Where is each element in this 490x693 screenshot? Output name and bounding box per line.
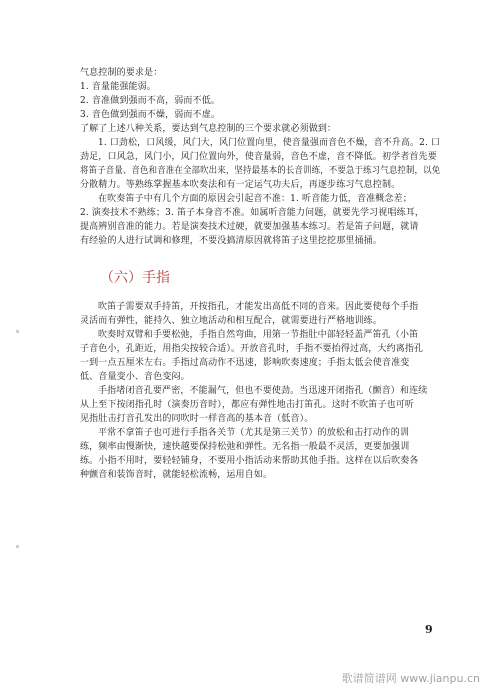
page-number: 9 (425, 623, 433, 636)
text-line: 2. 音准做到强而不高，弱而不低。 (80, 96, 220, 106)
text-line: 在吹奏笛子中有几个方面的原因会引起音不准：1. 听音能力低，音准概念差； (98, 194, 412, 204)
text-line: 吹奏时双臂和手要松弛，手指自然弯曲，用第一节指肚中部轻轻盖严笛孔（小笛 (98, 330, 419, 340)
breath-control-section (80, 66, 440, 248)
fingers-section (80, 300, 440, 482)
text-line: 灵活而有弹性，能持久、独立地活动和相互配合，就需要进行严格地训练。 (80, 316, 382, 326)
text-line: 1. 口劲松，口风缓，风门大，风门位置向里，使音量强而音色不燥，音不升高。2. 口 (98, 138, 441, 148)
text-line: 3. 音色做到强而不燥，弱而不虚。 (80, 110, 220, 120)
text-line: 吹笛子需要双手持笛，开按指孔，才能发出高低不同的音来。因此要使每个手指 (98, 302, 419, 312)
scan-mark (16, 545, 19, 548)
text-line: 从上至下按闭指孔时（演奏历音时），都应有弹性地击打笛孔。这时不吹笛子也可听 (80, 400, 415, 410)
section-title: （六）手指 (100, 270, 170, 286)
text-line: 气息控制的要求是： (80, 68, 163, 78)
text-line: 2. 演奏技术不熟练；3. 笛子本身音不准。如属听音能力问题，就要先学习视唱练耳， (80, 208, 425, 218)
text-line: 低、音量变小、音色变闷。 (80, 372, 190, 382)
text-line: 劲足，口风急，风门小，风门位置向外，使音量弱，音色不虚，音不降低。初学者首先要 (80, 152, 437, 162)
text-line: 平常不拿笛子也可进行手指各关节（尤其是第三关节）的放松和击打动作的训 (98, 428, 410, 438)
text-line: 将笛子音量、音色和音准在全部吹出来，坚持最基本的长音训练，不要急于练习气息控制，以免 (80, 166, 441, 176)
text-line: 手指堵闭音孔要严密，不能漏气，但也不要使劲。当迅速开闭指孔（颤音）和连续 (98, 386, 428, 396)
text-line: 提高辨别音准的能力。若是演奏技术过硬，就要加强基本练习。若是笛子问题，就请 (80, 222, 419, 232)
text-line: 1. 音量能强能弱。 (80, 82, 156, 92)
text-line: 见指肚击打音孔发出的同吹时一样音高的基本音（低音）。 (80, 414, 314, 424)
scan-mark (16, 330, 19, 333)
text-line: 子音色小，孔距近，用指尖按较合适）。开放音孔时，手指不要抬得过高，大约离指孔 (80, 344, 424, 354)
text-line: 练，频率由慢渐快，速快越要保持松弛和弹性。无名指一般最不灵活，更要加强训 (80, 442, 410, 452)
text-line: 有经验的人进行试调和修理，不要没搞清原因就将笛子这里挖挖那里捅捅。 (80, 236, 382, 246)
watermark: 歌谱简谱网 www.jianpu.cn (341, 672, 480, 685)
text-line: 一到一点五厘米左右。手指过高动作不迅速，影响吹奏速度；手指太低会使音准变 (80, 358, 410, 368)
text-line: 种颤音和装饰音时，就能轻松流畅，运用自如。 (80, 470, 273, 480)
text-line: 分散精力。等熟练掌握基本吹奏法和有一定运气功夫后，再逐步练习气息控制。 (80, 180, 401, 190)
text-line: 了解了上述八种关系，要达到气息控制的三个要求就必须做到： (80, 124, 337, 134)
text-line: 练。小指不用时，要轻轻铺身，不要用小指活动来帮助其他手指。这样在以后吹奏各 (80, 456, 419, 466)
